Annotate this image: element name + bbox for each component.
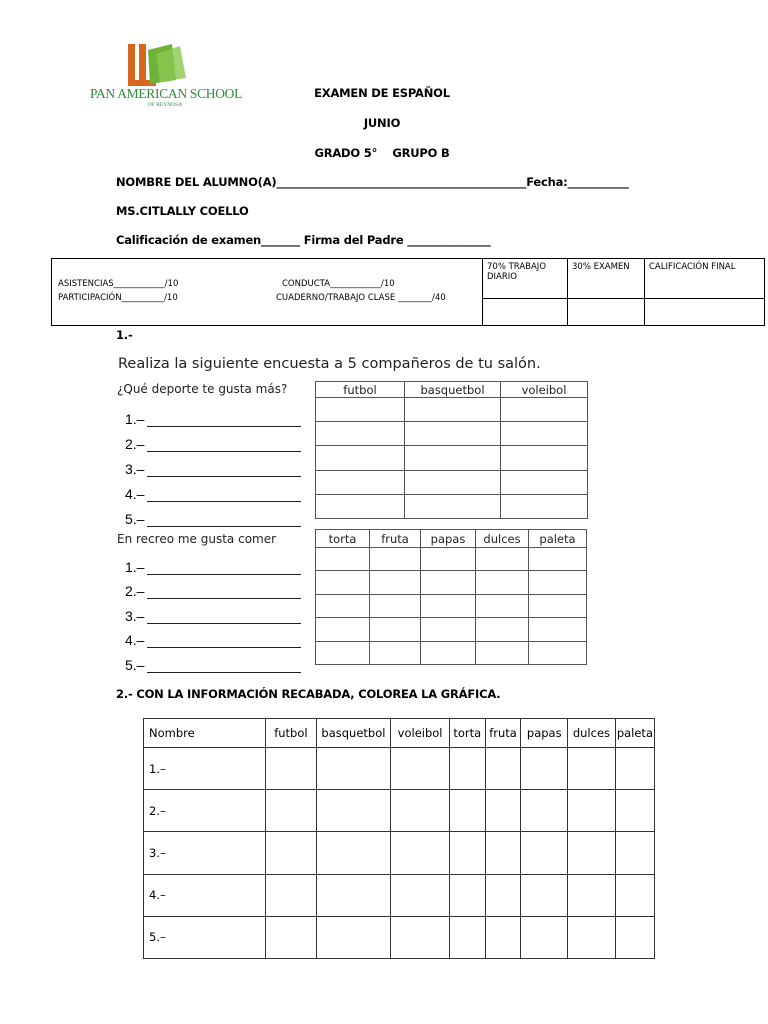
chart-cell[interactable] <box>449 748 485 790</box>
sport-header-basquetbol: basquetbol <box>405 382 501 398</box>
chart-cell[interactable] <box>568 832 616 874</box>
school-subname: OF REYNOSA <box>147 102 183 108</box>
chart-row-label: 5.– <box>144 916 266 958</box>
survey-cell[interactable] <box>501 398 588 422</box>
survey-cell[interactable] <box>476 641 529 664</box>
results-chart-table <box>143 718 655 959</box>
trabajo-diario-value[interactable] <box>483 299 568 326</box>
chart-header-voleibol: voleibol <box>391 719 450 748</box>
chart-header-torta: torta <box>449 719 485 748</box>
survey-cell[interactable] <box>405 422 501 446</box>
chart-cell[interactable] <box>266 790 316 832</box>
row-label: 5.– <box>125 656 145 673</box>
chart-cell[interactable] <box>449 832 485 874</box>
chart-header-fruta: fruta <box>485 719 521 748</box>
chart-header-basquetbol: basquetbol <box>316 719 391 748</box>
survey-cell[interactable] <box>529 594 587 617</box>
survey-cell[interactable] <box>405 494 501 518</box>
survey-cell[interactable] <box>316 641 370 664</box>
survey-cell[interactable] <box>370 594 421 617</box>
calificacion-final-value[interactable] <box>645 299 765 326</box>
chart-cell[interactable] <box>391 832 450 874</box>
sport-header-futbol: futbol <box>316 382 405 398</box>
chart-row-label: 1.– <box>144 748 266 790</box>
chart-cell[interactable] <box>568 790 616 832</box>
survey-instructions: Realiza la siguiente encuesta a 5 compañeros de tu salón. <box>118 356 541 372</box>
chart-cell[interactable] <box>266 832 316 874</box>
survey-cell[interactable] <box>476 594 529 617</box>
chart-header-nombre: Nombre <box>144 719 266 748</box>
food-row-5[interactable] <box>125 648 301 673</box>
sports-row-4[interactable] <box>125 477 301 502</box>
food-row-4[interactable] <box>125 624 301 649</box>
chart-cell[interactable] <box>521 790 568 832</box>
survey-cell[interactable] <box>501 494 588 518</box>
row-label: 4.– <box>125 632 145 648</box>
survey-cell[interactable] <box>316 571 370 594</box>
chart-cell[interactable] <box>521 874 568 916</box>
food-header-papas: papas <box>421 530 476 548</box>
name-underline <box>147 660 301 673</box>
survey-cell[interactable] <box>529 548 587 571</box>
survey-cell[interactable] <box>370 641 421 664</box>
exam-grade: GRADO 5° GRUPO B <box>314 146 450 160</box>
chart-cell[interactable] <box>615 790 654 832</box>
teacher-name: MS.CITLALLY COELLO <box>116 204 249 218</box>
survey-cell[interactable] <box>316 494 405 518</box>
sports-row-3[interactable] <box>125 452 301 477</box>
survey-cell[interactable] <box>476 571 529 594</box>
asistencias-field[interactable]: ASISTENCIAS____________/10 <box>58 279 179 289</box>
chart-cell[interactable] <box>485 832 521 874</box>
survey-cell[interactable] <box>405 446 501 470</box>
participacion-field[interactable]: PARTICIPACIÓN__________/10 <box>58 293 178 303</box>
name-underline <box>147 635 301 648</box>
survey-cell[interactable] <box>316 398 405 422</box>
chart-cell[interactable] <box>485 874 521 916</box>
survey-cell[interactable] <box>501 470 588 494</box>
survey-cell[interactable] <box>421 618 476 641</box>
chart-cell[interactable] <box>615 874 654 916</box>
chart-header-futbol: futbol <box>266 719 316 748</box>
sports-row-1[interactable] <box>125 402 301 427</box>
survey-cell[interactable] <box>370 618 421 641</box>
chart-cell[interactable] <box>485 748 521 790</box>
food-row-1[interactable] <box>125 550 301 575</box>
name-underline <box>147 586 301 599</box>
question-2-title: 2.- CON LA INFORMACIÓN RECABADA, COLOREA LA GRÁFICA. <box>116 687 501 701</box>
chart-cell[interactable] <box>449 916 485 958</box>
question-1-number: 1.- <box>116 328 133 342</box>
chart-cell[interactable] <box>391 790 450 832</box>
food-header-dulces: dulces <box>476 530 529 548</box>
survey-cell[interactable] <box>529 641 587 664</box>
grade-signature-line[interactable]: Calificación de examen_______ Firma del Padre _______________ <box>116 233 491 247</box>
chart-cell[interactable] <box>316 790 391 832</box>
sports-question: ¿Qué deporte te gusta más? <box>117 382 288 396</box>
calificacion-final-header: CALIFICACIÓN FINAL <box>645 259 765 299</box>
food-header-paleta: paleta <box>529 530 587 548</box>
chart-cell[interactable] <box>485 790 521 832</box>
survey-cell[interactable] <box>316 446 405 470</box>
chart-cell[interactable] <box>316 874 391 916</box>
food-question: En recreo me gusta comer <box>117 532 277 546</box>
chart-cell[interactable] <box>521 748 568 790</box>
name-underline <box>147 611 301 624</box>
chart-row-label: 2.– <box>144 790 266 832</box>
grading-criteria-cell <box>52 259 483 326</box>
food-header-torta: torta <box>316 530 370 548</box>
food-row-3[interactable] <box>125 599 301 624</box>
chart-cell[interactable] <box>568 916 616 958</box>
chart-cell[interactable] <box>568 748 616 790</box>
survey-cell[interactable] <box>316 470 405 494</box>
chart-cell[interactable] <box>521 832 568 874</box>
survey-cell[interactable] <box>405 398 501 422</box>
chart-cell[interactable] <box>266 916 316 958</box>
row-label: 2.– <box>125 583 145 599</box>
sports-survey-table <box>315 381 588 519</box>
chart-cell[interactable] <box>568 874 616 916</box>
name-underline <box>147 439 301 452</box>
chart-header-dulces: dulces <box>568 719 616 748</box>
name-underline <box>147 514 301 527</box>
survey-cell[interactable] <box>529 618 587 641</box>
survey-cell[interactable] <box>421 641 476 664</box>
school-name: PAN AMERICAN SCHOOL <box>90 86 243 101</box>
conducta-field[interactable]: CONDUCTA____________/10 <box>282 279 395 289</box>
examen-header: 30% EXAMEN <box>568 259 645 299</box>
name-underline <box>147 489 301 502</box>
chart-row-label: 3.– <box>144 832 266 874</box>
row-label: 1.– <box>125 558 145 575</box>
food-survey-table <box>315 529 587 665</box>
trabajo-diario-header: 70% TRABAJO DIARIO <box>483 259 568 299</box>
survey-cell[interactable] <box>370 548 421 571</box>
row-label: 2.– <box>125 436 145 452</box>
row-label: 1.– <box>125 411 145 427</box>
chart-cell[interactable] <box>266 874 316 916</box>
survey-cell[interactable] <box>421 594 476 617</box>
survey-cell[interactable] <box>501 422 588 446</box>
row-label: 3.– <box>125 461 145 477</box>
chart-header-papas: papas <box>521 719 568 748</box>
name-underline <box>147 414 301 427</box>
sports-row-2[interactable] <box>125 427 301 452</box>
survey-cell[interactable] <box>501 446 588 470</box>
sports-name-lines <box>125 402 301 527</box>
name-underline <box>147 464 301 477</box>
examen-value[interactable] <box>568 299 645 326</box>
sports-row-5[interactable] <box>125 502 301 527</box>
chart-cell[interactable] <box>316 832 391 874</box>
survey-cell[interactable] <box>476 548 529 571</box>
row-label: 4.– <box>125 486 145 502</box>
survey-cell[interactable] <box>421 571 476 594</box>
survey-cell[interactable] <box>370 571 421 594</box>
food-row-2[interactable] <box>125 575 301 600</box>
survey-cell[interactable] <box>316 422 405 446</box>
exam-month: JUNIO <box>363 116 401 130</box>
chart-cell[interactable] <box>391 748 450 790</box>
chart-header-paleta: paleta <box>615 719 654 748</box>
food-name-lines <box>125 550 301 673</box>
student-name-field[interactable]: NOMBRE DEL ALUMNO(A)_____________________________________________Fecha:___________ <box>116 175 629 189</box>
chart-cell[interactable] <box>615 832 654 874</box>
row-label: 3.– <box>125 607 145 624</box>
chart-cell[interactable] <box>391 916 450 958</box>
exam-title: EXAMEN DE ESPAÑOL <box>314 86 450 100</box>
chart-cell[interactable] <box>449 790 485 832</box>
chart-cell[interactable] <box>316 916 391 958</box>
cuaderno-field[interactable]: CUADERNO/TRABAJO CLASE ________/40 <box>276 293 446 303</box>
chart-cell[interactable] <box>449 874 485 916</box>
survey-cell[interactable] <box>476 618 529 641</box>
chart-cell[interactable] <box>485 916 521 958</box>
chart-cell[interactable] <box>615 916 654 958</box>
chart-row-label: 4.– <box>144 874 266 916</box>
chart-cell[interactable] <box>316 748 391 790</box>
chart-cell[interactable] <box>266 748 316 790</box>
survey-cell[interactable] <box>316 618 370 641</box>
chart-cell[interactable] <box>521 916 568 958</box>
survey-cell[interactable] <box>316 594 370 617</box>
chart-cell[interactable] <box>615 748 654 790</box>
survey-cell[interactable] <box>421 548 476 571</box>
sport-header-voleibol: voleibol <box>501 382 588 398</box>
survey-cell[interactable] <box>316 548 370 571</box>
survey-cell[interactable] <box>529 571 587 594</box>
chart-cell[interactable] <box>391 874 450 916</box>
survey-cell[interactable] <box>405 470 501 494</box>
food-header-fruta: fruta <box>370 530 421 548</box>
grading-table <box>51 258 765 326</box>
name-underline <box>147 562 301 575</box>
school-logo <box>90 40 243 110</box>
row-label: 5.– <box>125 511 145 527</box>
